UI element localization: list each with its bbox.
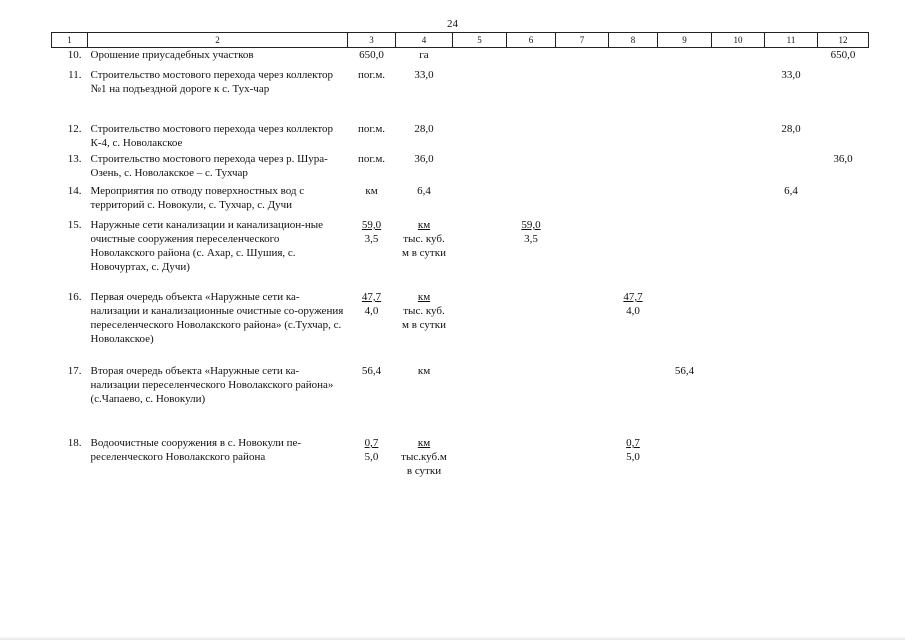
header-row <box>52 33 869 48</box>
quantity-cell <box>348 364 396 436</box>
column-header: 9 <box>658 33 712 48</box>
unit-cell <box>396 122 453 152</box>
item-name: Строительство мостового перехода через р. Шура-Озень, с. Новолакское – с. Тухчар <box>90 153 328 179</box>
year-value-cell <box>453 152 507 184</box>
column-header: 11 <box>765 33 818 48</box>
cell-value: пог.м. <box>357 69 386 81</box>
year-value-cell <box>765 364 818 436</box>
cell-value: га <box>419 49 429 61</box>
row-number: 11. <box>68 69 82 81</box>
cell-value: 650,0 <box>359 49 384 61</box>
cell-value: км <box>417 437 431 449</box>
year-value-cell <box>712 290 765 364</box>
row-number: 15. <box>67 219 82 231</box>
year-value-cell <box>712 184 765 218</box>
year-value-cell <box>818 122 869 152</box>
table-row <box>52 184 869 218</box>
column-header: 8 <box>609 33 658 48</box>
column-header: 7 <box>556 33 609 48</box>
year-value-cell <box>609 122 658 152</box>
quantity-cell <box>348 290 396 364</box>
year-value-cell <box>556 48 609 69</box>
year-value-cell <box>609 218 658 290</box>
item-name: Первая очередь объекта «Наружные сети ка-нализации и канализационные очистные со-оружения переселенческого Новолакского района» (с.Тухчар, с. Новолакское) <box>90 291 344 345</box>
year-value-cell <box>453 48 507 69</box>
column-header: 12 <box>818 33 869 48</box>
year-value-cell <box>507 218 556 290</box>
cell-value: 3,5 <box>364 233 379 245</box>
year-value-cell <box>556 364 609 436</box>
year-value-cell <box>453 184 507 218</box>
cell-value: 650,0 <box>830 49 856 61</box>
cell-value: тыс. куб. <box>403 233 445 245</box>
column-header: 5 <box>453 33 507 48</box>
page-number: 24 <box>447 18 458 30</box>
year-value-cell <box>556 184 609 218</box>
year-value-cell <box>765 152 818 184</box>
year-value-cell <box>712 218 765 290</box>
row-number: 17. <box>67 365 82 377</box>
unit-cell <box>396 152 453 184</box>
page-edge-shadow <box>0 636 905 640</box>
year-value-cell <box>658 436 712 480</box>
cell-value: 36,0 <box>833 153 853 165</box>
cell-value: 47,7 <box>623 291 643 303</box>
year-value-cell <box>507 436 556 480</box>
column-header: 3 <box>348 33 396 48</box>
column-header: 6 <box>507 33 556 48</box>
year-value-cell <box>453 436 507 480</box>
year-value-cell <box>507 48 556 69</box>
year-value-cell <box>556 436 609 480</box>
cell-value: 4,0 <box>364 305 379 317</box>
year-value-cell <box>712 152 765 184</box>
table-row <box>52 290 869 364</box>
table-row <box>52 436 869 480</box>
year-value-cell <box>453 218 507 290</box>
year-value-cell <box>609 184 658 218</box>
cell-value: тыс.куб.м <box>401 451 447 463</box>
year-value-cell <box>658 48 712 69</box>
year-value-cell <box>765 436 818 480</box>
quantity-cell <box>348 48 396 69</box>
year-value-cell <box>453 290 507 364</box>
row-number: 14. <box>67 185 82 197</box>
item-name: Строительство мостового перехода через коллектор №1 на подъездной дороге к с. Тух-чар <box>90 69 334 95</box>
cell-value: 3,5 <box>524 233 538 245</box>
year-value-cell <box>658 364 712 436</box>
year-value-cell <box>658 68 712 122</box>
cell-value: тыс. куб. <box>403 305 445 317</box>
year-value-cell <box>609 48 658 69</box>
quantity-cell <box>348 68 396 122</box>
year-value-cell <box>556 218 609 290</box>
year-value-cell <box>818 48 869 69</box>
year-value-cell <box>507 152 556 184</box>
item-name: Мероприятия по отводу поверхностных вод с территорий с. Новокули, с. Тухчар, с. Дучи <box>90 185 305 211</box>
cell-value: 47,7 <box>361 291 382 303</box>
year-value-cell <box>712 68 765 122</box>
item-name: Строительство мостового перехода через коллектор К-4, с. Новолакское <box>90 123 334 149</box>
row-number: 16. <box>67 291 82 303</box>
cell-value: 36,0 <box>414 153 434 165</box>
year-value-cell <box>609 436 658 480</box>
year-value-cell <box>658 122 712 152</box>
cell-value: 33,0 <box>781 69 801 81</box>
row-number: 10. <box>52 48 88 69</box>
year-value-cell <box>818 290 869 364</box>
row-number: 13. <box>67 153 82 165</box>
year-value-cell <box>712 48 765 69</box>
year-value-cell <box>609 68 658 122</box>
cell-value: 0,7 <box>364 437 379 449</box>
row-number: 12. <box>67 123 82 135</box>
year-value-cell <box>658 290 712 364</box>
cell-value: 6,4 <box>784 185 798 197</box>
unit-cell <box>396 290 453 364</box>
year-value-cell <box>556 68 609 122</box>
year-value-cell <box>712 122 765 152</box>
quantity-cell <box>348 184 396 218</box>
unit-cell <box>396 68 453 122</box>
year-value-cell <box>818 152 869 184</box>
year-value-cell <box>818 364 869 436</box>
year-value-cell <box>609 364 658 436</box>
item-name: Водоочистные сооружения в с. Новокули пе-реселенческого Новолакского района <box>90 437 302 463</box>
item-name: Вторая очередь объекта «Наружные сети ка-нализации переселенческого Новолакского района» (с.Чапаево, с. Новокули) <box>90 365 334 405</box>
cell-value: пог.м. <box>357 153 386 165</box>
year-value-cell <box>609 152 658 184</box>
cell-value: км <box>417 291 431 303</box>
quantity-cell <box>348 436 396 480</box>
quantity-cell <box>348 122 396 152</box>
year-value-cell <box>507 290 556 364</box>
year-value-cell <box>507 184 556 218</box>
item-name: Орошение приусадебных участков <box>88 48 348 69</box>
table-row <box>52 152 869 184</box>
year-value-cell <box>556 152 609 184</box>
cell-value: 59,0 <box>361 219 382 231</box>
year-value-cell <box>818 68 869 122</box>
year-value-cell <box>453 364 507 436</box>
item-name: Наружные сети канализации и канализацион-ные очистные сооружения переселенческого Новолакского района (с. Ахар, с. Шушия, с. Новочуртах, с. Дучи) <box>90 219 323 273</box>
year-value-cell <box>818 436 869 480</box>
quantity-cell <box>348 218 396 290</box>
cell-value: 56,4 <box>674 365 695 377</box>
column-header: 2 <box>88 33 348 48</box>
year-value-cell <box>556 122 609 152</box>
year-value-cell <box>507 68 556 122</box>
cell-value: км <box>417 365 431 377</box>
cell-value: 6,4 <box>417 185 431 197</box>
table-row <box>52 364 869 436</box>
cell-value: 28,0 <box>414 123 434 135</box>
year-value-cell <box>765 122 818 152</box>
column-header: 10 <box>712 33 765 48</box>
row-number: 18. <box>67 437 82 449</box>
year-value-cell <box>765 68 818 122</box>
cell-value: 56,4 <box>361 365 382 377</box>
year-value-cell <box>507 364 556 436</box>
column-header: 1 <box>52 33 88 48</box>
unit-cell <box>396 364 453 436</box>
cell-value: в сутки <box>406 465 442 477</box>
year-value-cell <box>818 184 869 218</box>
cell-value: 28,0 <box>781 123 801 135</box>
data-table <box>51 32 869 480</box>
year-value-cell <box>712 364 765 436</box>
table-row <box>52 68 869 122</box>
unit-cell <box>396 48 453 69</box>
quantity-cell <box>348 152 396 184</box>
cell-value: км <box>365 185 378 197</box>
year-value-cell <box>609 290 658 364</box>
year-value-cell <box>765 48 818 69</box>
year-value-cell <box>765 184 818 218</box>
year-value-cell <box>765 218 818 290</box>
unit-cell <box>396 218 453 290</box>
cell-value: 59,0 <box>521 219 541 231</box>
year-value-cell <box>818 218 869 290</box>
year-value-cell <box>658 152 712 184</box>
cell-value: 4,0 <box>626 305 640 317</box>
cell-value: 5,0 <box>626 451 640 463</box>
unit-cell <box>396 436 453 480</box>
year-value-cell <box>507 122 556 152</box>
unit-cell <box>396 184 453 218</box>
cell-value: 0,7 <box>626 437 640 449</box>
year-value-cell <box>556 290 609 364</box>
year-value-cell <box>765 290 818 364</box>
cell-value: км <box>417 219 431 231</box>
cell-value: м в сутки <box>402 247 446 259</box>
column-header: 4 <box>396 33 453 48</box>
table-row <box>52 218 869 290</box>
year-value-cell <box>453 122 507 152</box>
cell-value: м в сутки <box>402 319 446 331</box>
table-row <box>52 122 869 152</box>
year-value-cell <box>658 184 712 218</box>
cell-value: 33,0 <box>414 69 434 81</box>
year-value-cell <box>712 436 765 480</box>
year-value-cell <box>453 68 507 122</box>
cell-value: 5,0 <box>364 451 379 463</box>
year-value-cell <box>658 218 712 290</box>
table-row <box>52 48 869 69</box>
cell-value: пог.м. <box>357 123 386 135</box>
